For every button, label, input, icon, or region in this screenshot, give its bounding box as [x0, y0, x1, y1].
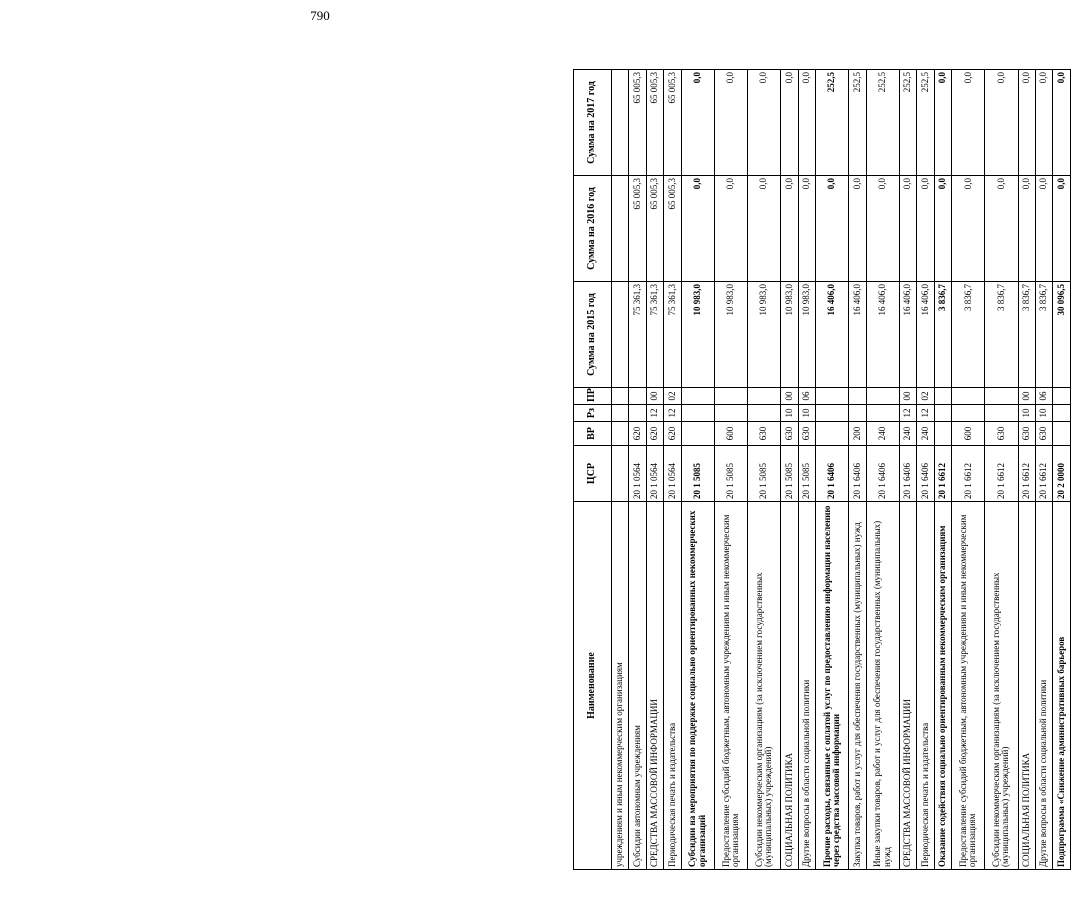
cell-pr: [681, 388, 714, 405]
cell-csr: 20 2 0000: [1053, 446, 1071, 502]
cell-pr: 06: [1035, 388, 1052, 405]
cell-vr: 240: [917, 422, 934, 446]
cell-sum-2016: 0,0: [781, 176, 798, 282]
cell-sum-2016: 0,0: [866, 176, 899, 282]
cell-csr: 20 1 5085: [748, 446, 781, 502]
cell-csr: 20 1 5085: [681, 446, 714, 502]
cell-sum-2017: 0,0: [781, 70, 798, 176]
cell-name: Оказание содействия социально ориентированным некоммерческим организациям: [934, 502, 951, 870]
cell-sum-2015: 3 836,7: [985, 282, 1018, 388]
cell-pr: 02: [664, 388, 681, 405]
cell-pr: [1053, 388, 1071, 405]
cell-sum-2017: 0,0: [714, 70, 747, 176]
cell-sum-2017: 0,0: [798, 70, 815, 176]
table-row: [714, 70, 747, 870]
cell-sum-2017: 0,0: [1018, 70, 1035, 176]
cell-sum-2017: 252,5: [917, 70, 934, 176]
cell-pr: 00: [1018, 388, 1035, 405]
cell-csr: 20 1 5085: [781, 446, 798, 502]
table-row: [917, 70, 934, 870]
table-row: [899, 70, 916, 870]
cell-name: Предоставление субсидий бюджетным, автономным учреждениям и иным некоммерческим организациям: [952, 502, 985, 870]
cell-rz: 12: [899, 405, 916, 422]
cell-sum-2016: 0,0: [934, 176, 951, 282]
cell-vr: 630: [781, 422, 798, 446]
cell-pr: 00: [899, 388, 916, 405]
cell-csr: 20 1 6406: [917, 446, 934, 502]
cell-csr: [612, 446, 629, 502]
cell-vr: 600: [714, 422, 747, 446]
cell-sum-2017: 0,0: [681, 70, 714, 176]
cell-rz: [985, 405, 1018, 422]
cell-vr: [934, 422, 951, 446]
cell-pr: [985, 388, 1018, 405]
cell-name: Субсидии автономным учреждениям: [629, 502, 646, 870]
table-row: [798, 70, 815, 870]
cell-sum-2016: 0,0: [917, 176, 934, 282]
cell-sum-2017: 252,5: [899, 70, 916, 176]
cell-sum-2015: 75 361,3: [664, 282, 681, 388]
cell-csr: 20 1 5085: [714, 446, 747, 502]
cell-sum-2015: 16 406,0: [816, 282, 849, 388]
header-vr: ВР: [574, 422, 612, 446]
cell-rz: [934, 405, 951, 422]
cell-sum-2016: 0,0: [748, 176, 781, 282]
cell-sum-2015: 75 361,3: [629, 282, 646, 388]
header-pr: ПР: [574, 388, 612, 405]
cell-sum-2017: 252,5: [816, 70, 849, 176]
cell-sum-2015: 10 983,0: [714, 282, 747, 388]
cell-pr: [629, 388, 646, 405]
cell-name: СРЕДСТВА МАССОВОЙ ИНФОРМАЦИИ: [899, 502, 916, 870]
cell-csr: 20 1 6406: [899, 446, 916, 502]
cell-rz: 12: [646, 405, 663, 422]
cell-sum-2017: 0,0: [748, 70, 781, 176]
cell-vr: [612, 422, 629, 446]
cell-name: учреждениям и иным некоммерческим организациям: [612, 502, 629, 870]
cell-csr: 20 1 5085: [798, 446, 815, 502]
cell-rz: 10: [1035, 405, 1052, 422]
cell-vr: 630: [1018, 422, 1035, 446]
cell-csr: 20 1 0564: [646, 446, 663, 502]
cell-sum-2015: 16 406,0: [866, 282, 899, 388]
cell-name: Закупка товаров, работ и услуг для обеспечения государственных (муниципальных) нужд: [849, 502, 866, 870]
header-sum-2016: Сумма на 2016 год: [574, 176, 612, 282]
cell-pr: [714, 388, 747, 405]
cell-vr: [816, 422, 849, 446]
cell-name: Предоставление субсидий бюджетным, автономным учреждениям и иным некоммерческим организациям: [714, 502, 747, 870]
table-row: [816, 70, 849, 870]
cell-sum-2017: 65 005,3: [629, 70, 646, 176]
table-row: [748, 70, 781, 870]
page-number: 790: [310, 8, 330, 23]
cell-csr: 20 1 0564: [664, 446, 681, 502]
cell-vr: [681, 422, 714, 446]
cell-sum-2016: 0,0: [952, 176, 985, 282]
table-row: [985, 70, 1018, 870]
cell-sum-2016: 0,0: [1053, 176, 1071, 282]
cell-rz: [866, 405, 899, 422]
cell-sum-2017: 0,0: [1053, 70, 1071, 176]
cell-sum-2015: 3 836,7: [1035, 282, 1052, 388]
cell-csr: 20 1 6612: [985, 446, 1018, 502]
cell-name: Субсидии на мероприятия по поддержке социально ориентированных некоммерческих организаций: [681, 502, 714, 870]
cell-name: Субсидии некоммерческим организациям (за исключением государственных (муниципальных) учреждений): [748, 502, 781, 870]
cell-sum-2017: [612, 70, 629, 176]
cell-sum-2015: 3 836,7: [934, 282, 951, 388]
cell-sum-2016: 0,0: [1035, 176, 1052, 282]
cell-sum-2016: [612, 176, 629, 282]
cell-vr: [1053, 422, 1071, 446]
table-row: [646, 70, 663, 870]
budget-table: [573, 69, 1071, 870]
cell-name: Подпрограмма «Снижение административных барьеров: [1053, 502, 1071, 870]
cell-name: Периодическая печать и издательства: [917, 502, 934, 870]
cell-sum-2016: 65 005,3: [664, 176, 681, 282]
cell-sum-2015: 3 836,7: [952, 282, 985, 388]
cell-vr: 630: [985, 422, 1018, 446]
cell-csr: 20 1 6612: [952, 446, 985, 502]
table-row: [952, 70, 985, 870]
cell-pr: 00: [646, 388, 663, 405]
cell-sum-2017: 0,0: [934, 70, 951, 176]
cell-rz: 10: [798, 405, 815, 422]
table-header-row: [574, 70, 612, 870]
cell-rz: [612, 405, 629, 422]
cell-rz: [816, 405, 849, 422]
cell-sum-2015: [612, 282, 629, 388]
cell-sum-2017: 0,0: [985, 70, 1018, 176]
cell-name: Иные закупки товаров, работ и услуг для обеспечения государственных (муниципальных) нужд: [866, 502, 899, 870]
cell-name: Прочие расходы, связанные с оплатой услуг по предоставлению информации населению через средства массовой информации: [816, 502, 849, 870]
table-row: [866, 70, 899, 870]
cell-name: СРЕДСТВА МАССОВОЙ ИНФОРМАЦИИ: [646, 502, 663, 870]
header-sum-2017: Сумма на 2017 год: [574, 70, 612, 176]
cell-name: СОЦИАЛЬНАЯ ПОЛИТИКА: [1018, 502, 1035, 870]
cell-rz: [952, 405, 985, 422]
cell-rz: [714, 405, 747, 422]
table-row: [664, 70, 681, 870]
cell-pr: [612, 388, 629, 405]
cell-sum-2016: 65 005,3: [646, 176, 663, 282]
cell-sum-2017: 65 005,3: [664, 70, 681, 176]
cell-csr: 20 1 0564: [629, 446, 646, 502]
table-row: [629, 70, 646, 870]
cell-vr: 240: [899, 422, 916, 446]
cell-pr: [849, 388, 866, 405]
table-row: [681, 70, 714, 870]
cell-rz: 12: [664, 405, 681, 422]
cell-rz: [629, 405, 646, 422]
cell-sum-2015: 30 096,5: [1053, 282, 1071, 388]
cell-csr: 20 1 6406: [866, 446, 899, 502]
cell-vr: 600: [952, 422, 985, 446]
cell-sum-2016: 0,0: [714, 176, 747, 282]
cell-sum-2016: 0,0: [816, 176, 849, 282]
cell-sum-2016: 0,0: [985, 176, 1018, 282]
cell-name: СОЦИАЛЬНАЯ ПОЛИТИКА: [781, 502, 798, 870]
cell-rz: 10: [1018, 405, 1035, 422]
cell-sum-2015: 3 836,7: [1018, 282, 1035, 388]
header-rz: Рз: [574, 405, 612, 422]
cell-csr: 20 1 6612: [1018, 446, 1035, 502]
cell-sum-2016: 65 005,3: [629, 176, 646, 282]
cell-name: Периодическая печать и издательства: [664, 502, 681, 870]
cell-csr: 20 1 6406: [816, 446, 849, 502]
cell-sum-2016: 0,0: [849, 176, 866, 282]
cell-sum-2015: 10 983,0: [748, 282, 781, 388]
cell-pr: 06: [798, 388, 815, 405]
header-sum-2015: Сумма на 2015 год: [574, 282, 612, 388]
header-name: Наименование: [574, 502, 612, 870]
cell-sum-2017: 0,0: [1035, 70, 1052, 176]
table-row: [781, 70, 798, 870]
cell-rz: [849, 405, 866, 422]
cell-vr: 630: [798, 422, 815, 446]
cell-sum-2016: 0,0: [1018, 176, 1035, 282]
table-row: [934, 70, 951, 870]
cell-rz: 12: [917, 405, 934, 422]
cell-sum-2016: 0,0: [798, 176, 815, 282]
cell-sum-2015: 75 361,3: [646, 282, 663, 388]
cell-sum-2015: 10 983,0: [798, 282, 815, 388]
cell-sum-2015: 16 406,0: [849, 282, 866, 388]
cell-rz: [748, 405, 781, 422]
cell-csr: 20 1 6612: [934, 446, 951, 502]
cell-vr: 200: [849, 422, 866, 446]
cell-pr: [748, 388, 781, 405]
table-row: [1053, 70, 1071, 870]
header-csr: ЦСР: [574, 446, 612, 502]
cell-sum-2015: 10 983,0: [781, 282, 798, 388]
cell-name: Субсидии некоммерческим организациям (за исключением государственных (муниципальных) учреждений): [985, 502, 1018, 870]
cell-sum-2017: 65 005,3: [646, 70, 663, 176]
cell-rz: 10: [781, 405, 798, 422]
cell-vr: 630: [1035, 422, 1052, 446]
cell-sum-2017: 252,5: [849, 70, 866, 176]
table-row: [1018, 70, 1035, 870]
cell-sum-2015: 16 406,0: [917, 282, 934, 388]
cell-pr: [934, 388, 951, 405]
cell-sum-2017: 0,0: [952, 70, 985, 176]
cell-vr: 620: [646, 422, 663, 446]
cell-pr: [952, 388, 985, 405]
cell-sum-2015: 10 983,0: [681, 282, 714, 388]
cell-sum-2016: 0,0: [899, 176, 916, 282]
cell-vr: 620: [664, 422, 681, 446]
table-row: [612, 70, 629, 870]
rotated-table-container: [573, 70, 1071, 870]
cell-pr: [866, 388, 899, 405]
cell-pr: 02: [917, 388, 934, 405]
table-body: [612, 70, 1071, 870]
cell-csr: 20 1 6406: [849, 446, 866, 502]
cell-vr: 630: [748, 422, 781, 446]
cell-sum-2017: 252,5: [866, 70, 899, 176]
cell-name: Другие вопросы в области социальной политики: [1035, 502, 1052, 870]
cell-rz: [681, 405, 714, 422]
cell-sum-2015: 16 406,0: [899, 282, 916, 388]
table-row: [1035, 70, 1052, 870]
table-row: [849, 70, 866, 870]
cell-vr: 620: [629, 422, 646, 446]
cell-pr: 00: [781, 388, 798, 405]
cell-rz: [1053, 405, 1071, 422]
cell-name: Другие вопросы в области социальной политики: [798, 502, 815, 870]
cell-vr: 240: [866, 422, 899, 446]
cell-csr: 20 1 6612: [1035, 446, 1052, 502]
cell-pr: [816, 388, 849, 405]
cell-sum-2016: 0,0: [681, 176, 714, 282]
